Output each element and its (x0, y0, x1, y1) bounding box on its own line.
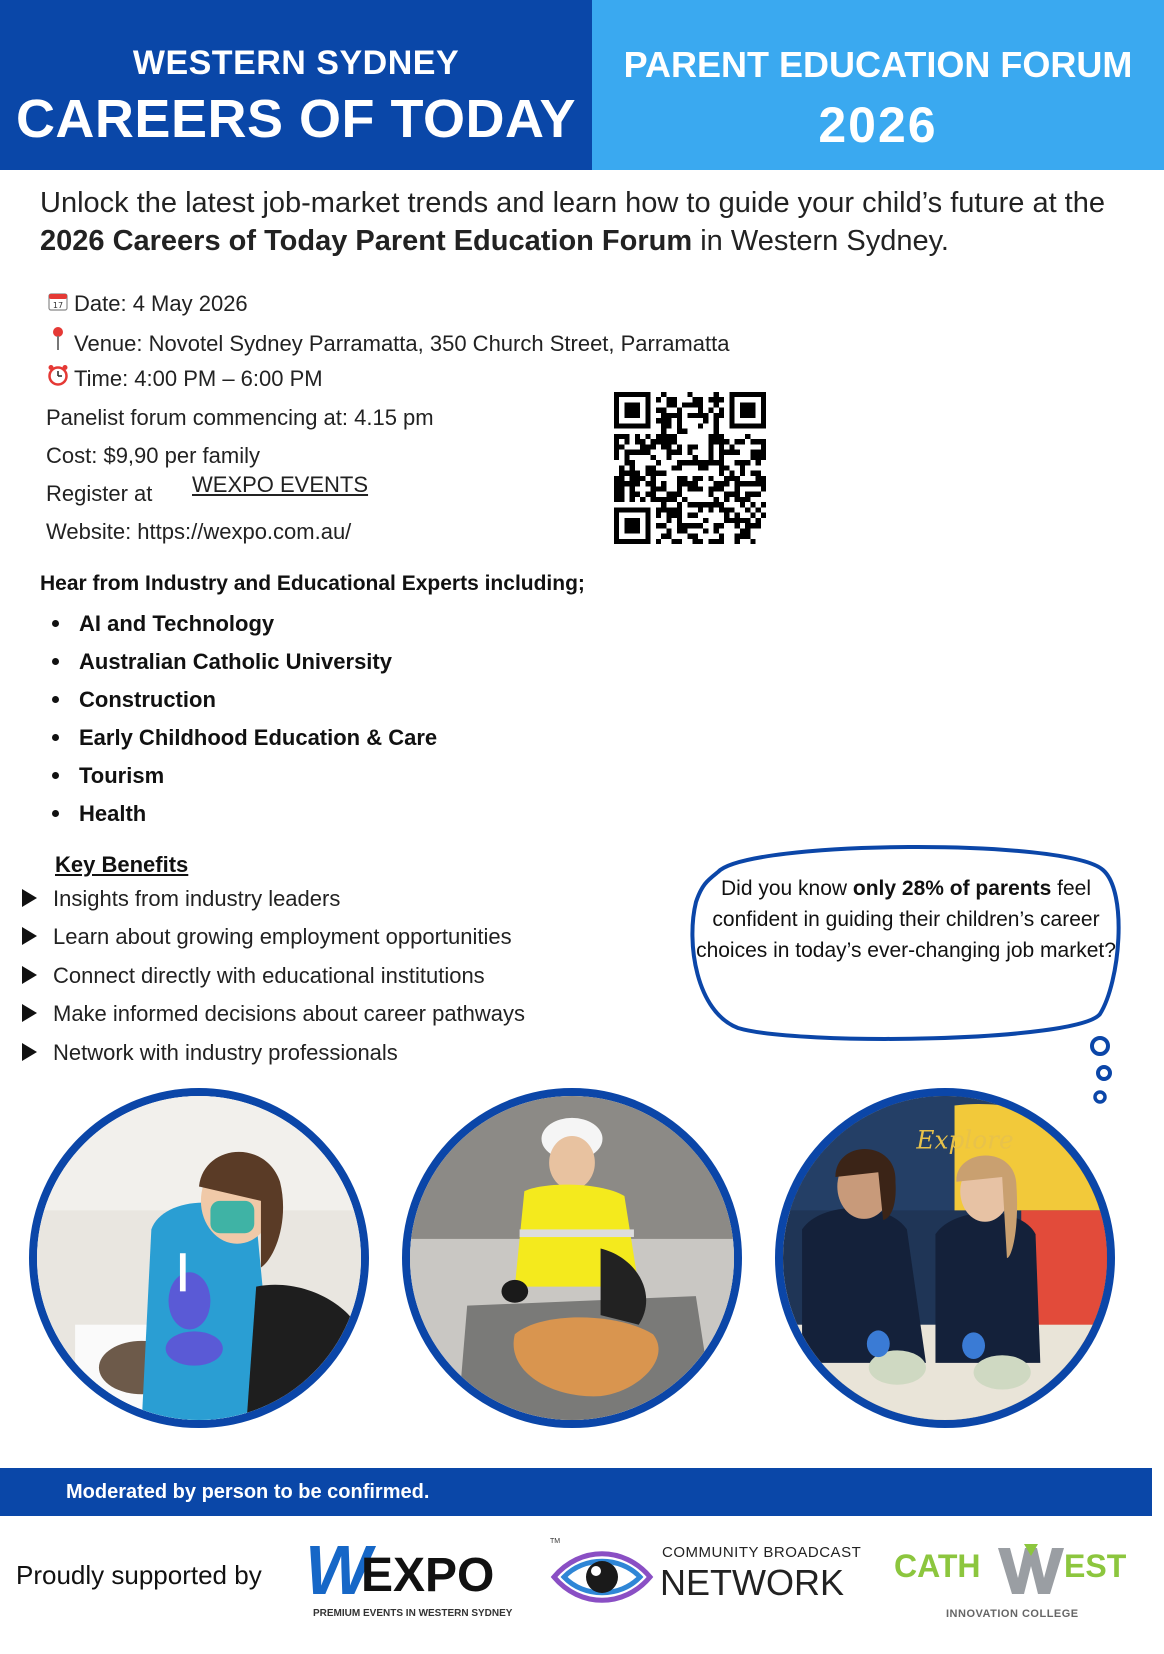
bubble-text (696, 873, 1116, 966)
cathwest-w-mark (998, 1544, 1064, 1598)
intro-text-2: in Western Sydney. (692, 225, 949, 257)
expert-item (52, 685, 216, 715)
alarm-clock-icon (46, 364, 70, 394)
photo-construction (402, 1088, 742, 1428)
play-arrow-icon (22, 927, 37, 945)
event-time-text: Time: 4:00 PM – 6:00 PM (74, 366, 323, 391)
intro-paragraph (40, 184, 1130, 260)
register-label: Register at (46, 481, 153, 506)
benefit-item (22, 922, 512, 952)
header-left-banner (0, 0, 592, 170)
qr-code[interactable] (614, 392, 766, 544)
website[interactable]: Website: https://wexpo.com.au/ (46, 519, 352, 544)
key-benefits-title: Key Benefits (55, 852, 189, 877)
expert-item-label: Australian Catholic University (79, 649, 392, 674)
benefit-label: Insights from industry leaders (53, 886, 341, 911)
expert-item (52, 609, 274, 639)
eye-icon (550, 1544, 654, 1610)
bullet-icon (52, 696, 59, 703)
header-right-banner (592, 0, 1164, 170)
expert-item-label: Construction (79, 687, 216, 712)
cathwest-part2: EST (1064, 1548, 1127, 1584)
event-cost: Cost: $9,90 per family (46, 443, 260, 468)
event-date (46, 289, 248, 319)
header-title: CAREERS OF TODAY (15, 89, 577, 149)
event-venue (46, 327, 729, 357)
play-arrow-icon (22, 1043, 37, 1061)
header-region: WESTERN SYDNEY (132, 44, 460, 82)
cathwest-sub: INNOVATION COLLEGE (946, 1608, 1079, 1620)
photo-childcare (775, 1088, 1115, 1428)
expert-item (52, 799, 146, 829)
expert-item (52, 723, 437, 753)
bullet-icon (52, 658, 59, 665)
cbn-tm: TM (550, 1538, 561, 1545)
wexpo-logo-w: W (305, 1531, 368, 1609)
cathwest-logo[interactable] (894, 1548, 1144, 1628)
pin-icon (46, 327, 70, 359)
expert-item-label: AI and Technology (79, 611, 275, 636)
event-date-text: Date: 4 May 2026 (74, 291, 248, 316)
cathwest-part1: CATH (894, 1548, 981, 1584)
benefit-item (22, 961, 485, 991)
bullet-icon (52, 620, 59, 627)
expert-item (52, 761, 164, 791)
experts-heading: Hear from Industry and Educational Experts including; (40, 572, 585, 595)
expert-item-label: Early Childhood Education & Care (79, 725, 438, 750)
supported-by-label: Proudly supported by (16, 1560, 262, 1590)
intro-text-bold: 2026 Careers of Today Parent Education Forum (40, 225, 693, 257)
expert-item-label: Tourism (79, 763, 165, 788)
wexpo-tagline: PREMIUM EVENTS IN WESTERN SYDNEY (313, 1608, 513, 1619)
moderator-banner (0, 1468, 1152, 1516)
play-arrow-icon (22, 966, 37, 984)
header-subtitle: PARENT EDUCATION FORUM (623, 44, 1133, 85)
benefit-label: Make informed decisions about career pathways (53, 1001, 526, 1026)
bubble-text-1: Did you know (721, 877, 853, 900)
play-arrow-icon (22, 1004, 37, 1022)
cbn-logo[interactable] (550, 1540, 870, 1620)
intro-text-1: Unlock the latest job-market trends and learn how to guide your child’s future at the (40, 187, 1105, 219)
play-arrow-icon (22, 889, 37, 907)
cbn-line2: NETWORK (660, 1562, 844, 1603)
header-year: 2026 (818, 97, 938, 153)
benefit-label: Connect directly with educational institutions (53, 963, 485, 988)
wexpo-logo[interactable] (305, 1530, 525, 1625)
panel-start: Panelist forum commencing at: 4.15 pm (46, 405, 434, 430)
benefit-label: Network with industry professionals (53, 1040, 398, 1065)
bullet-icon (52, 772, 59, 779)
event-venue-text: Venue: Novotel Sydney Parramatta, 350 Church Street, Parramatta (74, 331, 730, 356)
calendar-icon (46, 289, 70, 319)
benefit-item (22, 1038, 398, 1068)
cbn-line1: COMMUNITY BROADCAST (662, 1544, 862, 1561)
bubble-text-bold: only 28% of parents (852, 877, 1052, 900)
photo-sign-text: Explore (916, 1125, 1014, 1155)
register-link[interactable]: WEXPO EVENTS (192, 472, 369, 497)
moderator-text: Moderated by person to be confirmed. (66, 1481, 430, 1503)
expert-item-label: Health (79, 801, 147, 826)
photo-nurse (29, 1088, 369, 1428)
benefit-item (22, 999, 525, 1029)
wexpo-logo-name: EXPO (361, 1549, 495, 1602)
benefit-label: Learn about growing employment opportunities (53, 924, 512, 949)
svg-text:17: 17 (52, 301, 64, 310)
expert-item (52, 647, 392, 677)
event-time (46, 364, 323, 394)
benefit-item (22, 884, 340, 914)
bullet-icon (52, 810, 59, 817)
bullet-icon (52, 734, 59, 741)
bubble-text-2: feel confident in guiding their children’s career choices in today’s ever-changing job market? (696, 877, 1116, 962)
